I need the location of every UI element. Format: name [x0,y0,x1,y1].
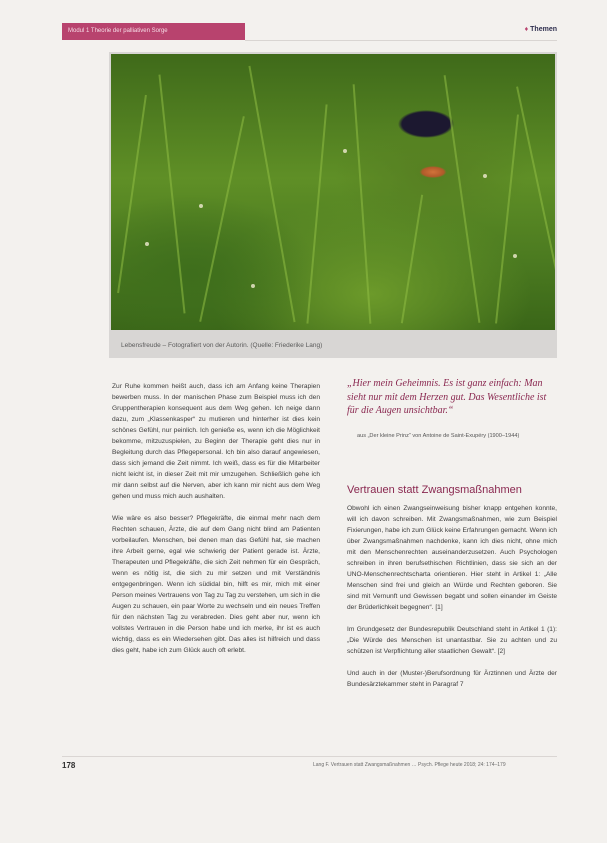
photo-caption: Lebensfreude – Fotografiert von der Autorin. (Quelle: Friederike Lang) [121,342,323,349]
category-label [525,26,557,33]
meadow-photo [111,54,555,330]
paragraph: Zur Ruhe kommen heißt auch, dass ich am Anfang keine Therapien bewerben muss. In der manischen Phase zum Beispiel muss ich den Gruppentherapien konsequent aus dem Weg gehen. Ich neige dann dazu, zum „Klassenkasper“ zu mutieren und hinterher ist dies kein schönes Gefühl, nur peinlich. Ich genieße es, wenn ich die Möglichkeit bekomme, mitzuzuspielen, zu Beginn der Therapie geht dies nur in Begleitung durch das Pflegepersonal. Ich bin also darauf angewiesen, dass sich jemand die Zeit nimmt. Ich weiß, dass es für die Mitarbeiter nicht leicht ist, in dieser Zeit mit mir umzugehen. Schließlich gehe ich mir dann selbst auf die Nerven, aber ich kann mir nicht aus dem Weg gehen und muss mich auch aushalten. [112,383,320,500]
footer-citation: Lang F. Vertrauen statt Zwangsmaßnahmen … Psych. Pflege heute 2018; 24: 174–179 [313,762,506,768]
section-label: Modul 1 Theorie der palliativen Sorge [62,23,245,40]
photo-figure [109,52,557,358]
section-heading: Vertrauen statt Zwangsmaßnahmen [347,484,522,496]
pull-quote: „Hier mein Geheimnis. Es ist ganz einfach: Man sieht nur mit dem Herzen gut. Das Wesentliche ist für die Augen unsichtbar.“ [347,378,547,416]
right-column [347,503,557,701]
footer-divider [62,756,557,757]
page-number: 178 [62,761,76,770]
header-divider [245,40,557,41]
paragraph: Wie wäre es also besser? Pflegekräfte, die einmal mehr nach dem Rechten schauen, Ärzte, die auf dem Gang nicht blind am Patienten vorbeilaufen. Menschen, bei denen man das Gefühl hat, sie machen ihre Arbeit gerne, egal wie schwierig der Patient gerade ist. Ärzte, Therapeuten und Pflegekräfte, die sich Zeit nehmen für ein Gespräch, wenn es nötig ist, die sich zu mir setzen und mit Verständnis entgegenbringen. Wenn ich südidal bin, hilft es mir, mich mit einer Person meines Vertrauens von Tag zu Tag zu verstehen, um sich in die Augen zu schauen, ein paar Worte zu wechseln und ein neues Treffen für den nächsten Tag zu verabreden. Dies geht aber nur, wenn ich vollstes Vertrauen in die Person habe und ich merke, ihr ist es auch wichtig, dass es ein Wiedersehen gibt. Das alles ist hilfreich und dass dies geht, habe ich zum Glück auch oft erlebt. [112,515,320,654]
paragraph: Und auch in der (Muster-)Berufsordnung für Ärztinnen und Ärzte der Bundesärztekammer steht in Paragraf 7 [347,670,557,688]
paragraph: Im Grundgesetz der Bundesrepublik Deutschland steht in Artikel 1 (1): „Die Würde des Menschen ist unantastbar. Sie zu achten und zu schützen ist Verpflichtung aller staatlichen Gewalt“. [2] [347,626,557,655]
left-column [112,381,320,667]
diamond-icon: ♦ [524,26,529,33]
paragraph: Obwohl ich einen Zwangseinweisung bisher knapp entgehen konnte, will ich davon schreiben. Mit Zwangsmaßnahmen, wie zum Beispiel Fixierungen, habe ich zum Glück keine Erfahrungen gemacht. Wenn ich über Zwangsmaßnahmen nachdenke, kann ich dies nicht, ohne mich mit den Menschenrechten auseinanderzusetzen. Auch Psychologen schreiben in ihren berufsethischen Richtlinien, dass sie sich an der UNO-Menschenrechtscharta orientieren. Hier steht in Artikel 1: „Alle Menschen sind frei und gleich an Würde und Rechten geboren. Sie sind mit Vernunft und Gewissen begabt und sollen einander im Geiste der Brüderlichkeit begegnen“. [1] [347,505,557,611]
quote-source: aus „Der kleine Prinz“ von Antoine de Saint-Exupéry (1900–1944) [357,433,520,439]
category-text: Themen [530,26,557,33]
